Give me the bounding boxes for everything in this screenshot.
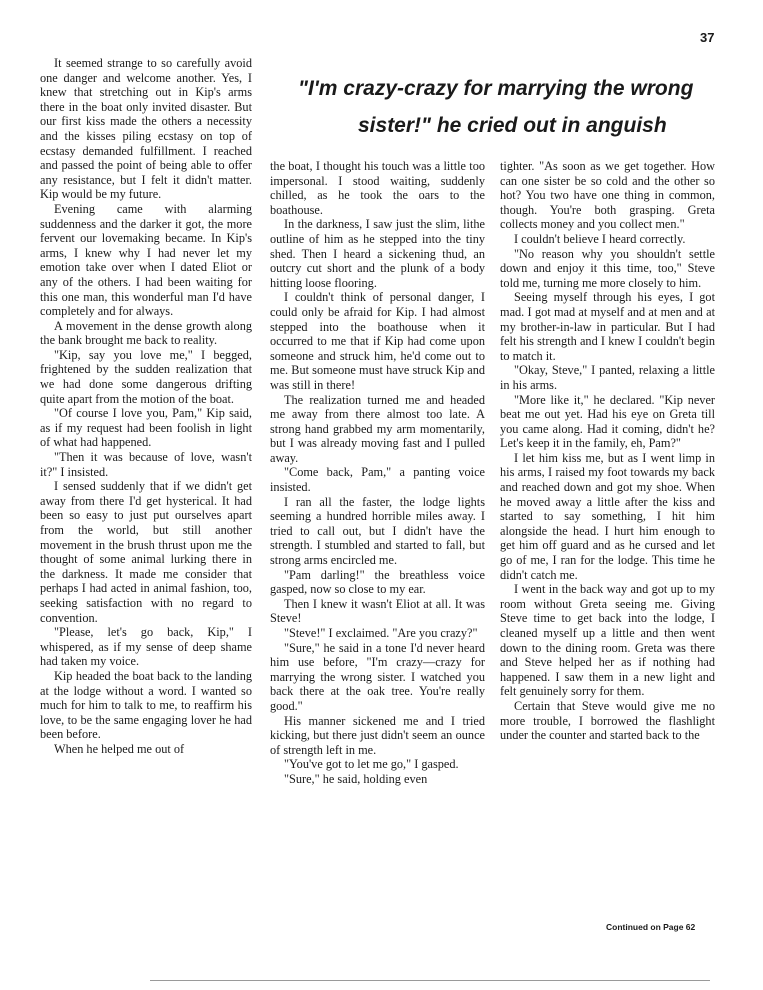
text-column-1 [40,56,252,757]
paragraph: Certain that Steve would give me no more trouble, I borrowed the flashlight under the counter and started back to the [500,698,715,743]
paragraph: "Sure," he said in a tone I'd never heard him use before, "I'm crazy—crazy for marrying the wrong sister. I watched you back there at the oak tree. You're really good." [270,640,485,713]
paragraph: "Please, let's go back, Kip," I whispered, as if my sense of deep shame had taken my voice. [40,625,252,669]
paragraph: His manner sickened me and I tried kicking, but there just didn't seem an ounce of strength left in me. [270,713,485,757]
continued-note: Continued on Page 62 [606,922,696,932]
paragraph: tighter. "As soon as we get together. How can one sister be so cold and the other so hot? You two have one thing in common, though. You're both grasping. Greta collects money and you collect men." [500,159,715,232]
paragraph: I let him kiss me, but as I went limp in his arms, I raised my foot towards my back and reached down and got my shoe. When he moved away a little after the kiss and started to say something, I hit him alongside the head. I hurt him enough to get him off guard and as he cursed and let go of me, I ran for the lodge. This time he didn't catch me. [500,450,715,582]
paragraph: When he helped me out of [54,741,185,756]
paragraph: I went in the back way and got up to my room without Greta seeing me. Giving Steve time to get back into the lodge, I cleaned myself up a little and then went down to the dining room. Greta was there and Steve helped her as if nothing had happened. I saw them in a new light and felt genuinely sorry for them. [500,582,715,699]
paragraph: In the darkness, I saw just the slim, lithe outline of him as he stepped into the tiny shed. Then I heard a sickening thud, an outcry cut short and the plunk of a body hitting loose flooring. [270,217,485,290]
paragraph: "Steve!" I exclaimed. "Are you crazy?" [284,626,478,640]
pull-quote [270,70,720,144]
paragraph: I sensed suddenly that if we didn't get away from there I'd get hysterical. It had been so easy to just put ourselves apart from the world, but still another movement in the brush thrust upon me the thought of some animal lurking there in the darkness. It made me consider that perhaps I had acted in animal fashion, too, seeking satisfaction with no regard to convention. [40,479,252,625]
paragraph: I couldn't believe I heard correctly. [514,231,686,246]
paragraph: Seeing myself through his eyes, I got mad. I got mad at myself and at men and at my brother-in-law in particular. But I had felt his strength and I knew I couldn't begin to match it. [500,290,715,363]
paragraph: the boat, I thought his touch was a little too impersonal. I stood waiting, suddenly chilled, as he took the oars to the boathouse. [270,159,485,217]
paragraph: I couldn't think of personal danger, I could only be afraid for Kip. I had almost stepped into the boathouse when it occurred to me that if Kip had come upon someone and struck him, he'd come out to me. But someone must have struck Kip and was still in there! [270,290,485,392]
paragraph: "Pam darling!" the breathless voice gasped, now so close to my ear. [270,567,485,597]
paragraph: The realization turned me and headed me away from there almost too late. A strong hand grabbed my arm momentarily, but I was already moving fast and I pulled away. [270,392,485,465]
pull-quote-line-2: sister!" he cried out in anguish [358,114,667,137]
bottom-rule [150,980,710,981]
paragraph: Kip headed the boat back to the landing at the lodge without a word. I wanted so much for him to talk to me, to reaffirm his love, to be the same engaging lover he had been before. [40,668,252,742]
paragraph: "Kip, say you love me," I begged, frightened by the sudden realization that we had done some dangerous drifting quite apart from the motion of the boat. [40,347,252,406]
paragraph: Evening came with alarming suddenness and the darker it got, the more fervent our lovemaking became. In Kip's arms, I knew why I had never let my emotion take over when I dated Eliot or any of the others. I had been waiting for this one man, this wonderful man I'd have completely and for always. [40,201,252,319]
paragraph: "Then it was because of love, wasn't it?" I insisted. [40,450,252,479]
paragraph: A movement in the dense growth along the bank brought me back to reality. [40,318,252,348]
paragraph: "Okay, Steve," I panted, relaxing a little in his arms. [500,363,715,392]
paragraph: I ran all the faster, the lodge lights seeming a hundred horrible miles away. I tried to call out, but I didn't have the strength. I stumbled and started to fall, but strong arms encircled me. [270,494,485,568]
text-column-2 [270,159,485,787]
paragraph: It seemed strange to so carefully avoid one danger and welcome another. Yes, I knew that stretching out in Kip's arms there in the boat only invited disaster. But our first kiss made the others a necessity and the kisses piling ecstasy on top of ecstasy demanded fulfillment. I reached and passed the point of being able to offer any resistance, but I felt it didn't matter. Kip would be my future. [40,56,252,202]
paragraph: "Come back, Pam," a panting voice insisted. [270,465,485,495]
page-number: 37 [700,30,715,45]
paragraph: "Sure," he said, holding even [284,771,428,786]
paragraph: "More like it," he declared. "Kip never beat me out yet. Had his eye on Greta till you came along. Had it coming, didn't he? Let's keep it in the family, eh, Pam?" [500,392,715,451]
paragraph: "Of course I love you, Pam," Kip said, as if my request had been foolish in light of what had happened. [40,406,252,450]
paragraph: Then I knew it wasn't Eliot at all. It was Steve! [270,596,485,626]
paragraph: "No reason why you shouldn't settle down and enjoy it this time, too," Steve told me, turning me more closely to him. [500,246,715,290]
text-column-3 [500,159,715,743]
paragraph: "You've got to let me go," I gasped. [284,757,459,772]
pull-quote-line-1: "I'm crazy-crazy for marrying the wrong [298,77,694,100]
